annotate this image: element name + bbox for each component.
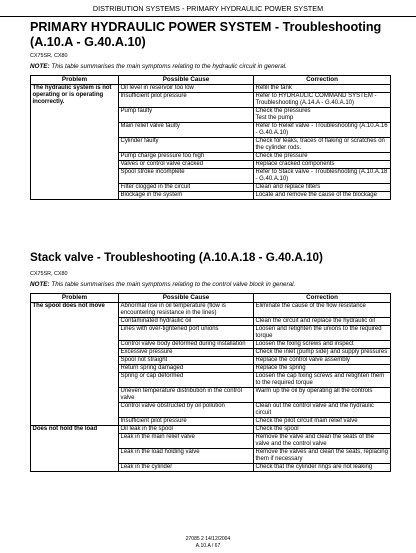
correction-cell: Check the inlet (pump side) and supply pressures (254, 348, 391, 356)
cause-cell: Uneven temperature distribution in the control valve (119, 387, 254, 402)
correction-cell: Loosen the cap fixing screws and retighten them to the required torque (254, 372, 391, 387)
footer-page-number: A.10.A / 67 (195, 543, 221, 549)
table-header-row (31, 294, 391, 303)
footer-doc-ref: 27085 2 14/12/2004 (185, 536, 231, 542)
correction-cell: Check for leaks, traces of flaking or scratches on the cylinder rods. (254, 137, 391, 152)
table-row (31, 302, 391, 317)
correction-cell: Check that the cylinder rings are not leaking (254, 463, 391, 471)
correction-cell: Clean the circuit and replace the hydraulic oil (254, 317, 391, 325)
problem-cell: Does not hold the load (31, 425, 119, 471)
correction-cell: Replace the spring (254, 364, 391, 372)
table-header-row (31, 76, 391, 85)
model-list: CX75SR, CX80 (30, 53, 68, 59)
column-header-problem: Problem (31, 294, 119, 303)
cause-cell: Spool stroke incomplete (119, 168, 254, 183)
correction-cell: Check the spool (254, 425, 391, 433)
correction-cell: Refill the tank (254, 84, 391, 92)
table-row (31, 425, 391, 433)
correction-cell: Refer to Stack valve - Troubleshooting (A.10.A.18 - G.40.A.10) (254, 168, 391, 183)
cause-cell: Blockage in the system (119, 191, 254, 199)
note-label: NOTE: (30, 63, 50, 70)
correction-cell: Clean and replace filters (254, 183, 391, 191)
correction-cell: Check the pilot circuit main relief valve (254, 417, 391, 425)
cause-cell: Contaminated hydraulic oil (119, 317, 254, 325)
correction-cell: Warm up the oil by operating all the controls (254, 387, 391, 402)
cause-cell: Control valve body deformed during installation (119, 340, 254, 348)
cause-cell: Return spring damaged (119, 364, 254, 372)
correction-cell: Check the pressure (254, 152, 391, 160)
cause-cell: Cylinder faulty (119, 137, 254, 152)
cause-cell: Lines with over-tightened port unions (119, 325, 254, 340)
column-header-correction: Correction (254, 76, 391, 85)
correction-cell: Eliminate the cause of the flow resistance (254, 302, 391, 317)
correction-cell: Refer to Relief valve - Troubleshooting (A.10.A.16 - G.40.A.10) (254, 122, 391, 137)
column-header-correction: Correction (254, 294, 391, 303)
page-title: PRIMARY HYDRAULIC POWER SYSTEM - Troubleshooting (A.10.A - G.40.A.10) (30, 20, 382, 49)
correction-cell: Remove the valve and clean the seats of the valve and the control valve (254, 433, 391, 448)
cause-cell: Excessive pressure (119, 348, 254, 356)
cause-cell: Filter clogged in the circuit (119, 183, 254, 191)
cause-cell: Pump charge pressure too high (119, 152, 254, 160)
correction-cell: Refer to HYDRAULIC COMMAND SYSTEM - Troubleshooting (A.14.A - G.40.A.10) (254, 92, 391, 107)
problem-cell: The spool does not move (31, 302, 119, 425)
note-label-2: NOTE: (30, 281, 50, 288)
column-header-problem: Problem (31, 76, 119, 85)
column-header-cause: Possible Cause (119, 294, 254, 303)
cause-cell: Valves or control valve cracked (119, 160, 254, 168)
correction-cell: Clean out the control valve and the hydraulic circuit (254, 402, 391, 417)
note-2 (30, 281, 295, 288)
cause-cell: Leak in the main relief valve (119, 433, 254, 448)
note-text-2: This table summarises the main symptoms relating to the control valve block in general. (51, 281, 296, 288)
correction-cell: Check the pressures Test the pump (254, 107, 391, 122)
cause-cell: Pump faulty (119, 107, 254, 122)
note-1 (30, 63, 287, 70)
correction-cell: Replace cracked components (254, 160, 391, 168)
cause-cell: Leak in the load holding valve (119, 448, 254, 463)
correction-cell: Replace the control valve assembly (254, 356, 391, 364)
section-header: DISTRIBUTION SYSTEMS - PRIMARY HYDRAULIC POWER SYSTEM (0, 0, 416, 17)
troubleshooting-table-hydraulic (30, 75, 391, 200)
cause-cell: Oil level in reservoir too low (119, 84, 254, 92)
cause-cell: Insufficient pilot pressure (119, 92, 254, 107)
correction-cell: Locate and remove the cause of the blockage (254, 191, 391, 199)
cause-cell: Insufficient pilot pressure (119, 417, 254, 425)
correction-cell: Remove the valves and clean the seats, replacing them if necessary (254, 448, 391, 463)
table-row (31, 84, 391, 92)
column-header-cause: Possible Cause (119, 76, 254, 85)
cause-cell: Abnormal rise in oil temperature (flow is encountering resistance in the lines) (119, 302, 254, 317)
cause-cell: Main relief valve faulty (119, 122, 254, 137)
cause-cell: Control valve obstructed by oil pollution (119, 402, 254, 417)
note-text: This table summarises the main symptoms relating to the hydraulic circuit in general. (51, 63, 287, 70)
cause-cell: Spring or cap deformed (119, 372, 254, 387)
cause-cell: Leak in the cylinder (119, 463, 254, 471)
problem-cell: The hydraulic system is not operating or is operating incorrectly. (31, 84, 119, 199)
cause-cell: Spool not straight (119, 356, 254, 364)
troubleshooting-table-stack-valve (30, 293, 391, 472)
correction-cell: Loosen the fixing screws and inspect (254, 340, 391, 348)
correction-cell: Loosen and retighten the unions to the required torque (254, 325, 391, 340)
model-list-2: CX75SR, CX80 (30, 271, 68, 277)
cause-cell: Oil leak in the spool (119, 425, 254, 433)
section-title-stack-valve: Stack valve - Troubleshooting (A.10.A.18 - G.40.A.10) (30, 251, 323, 264)
